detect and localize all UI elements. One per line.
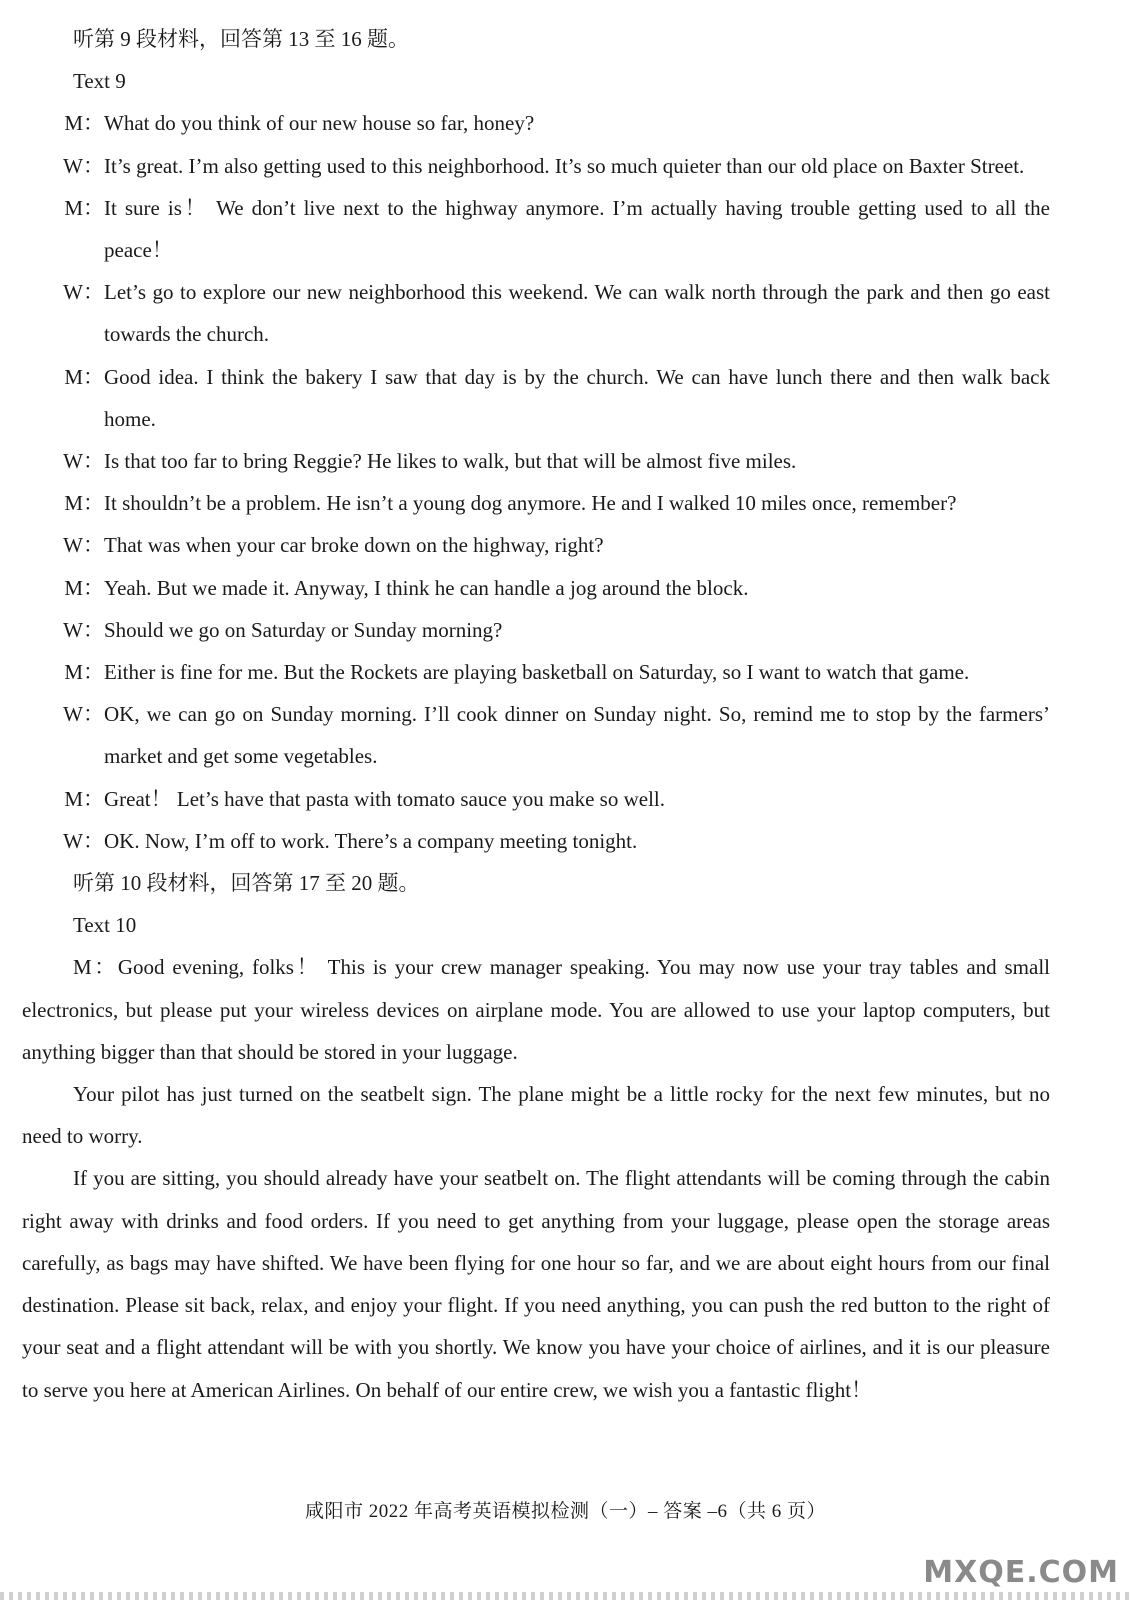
utterance: Is that too far to bring Reggie? He likes to walk, but that will be almost five miles.	[104, 449, 797, 474]
paragraph: If you are sitting, you should already have your seatbelt on. The flight attendants will be coming through the cabin right away with drinks and food orders. If you need to get anything from your luggage, please open the storage areas carefully, as bags may have shifted. We have been flying for one hour so far, and we are about eight hours from our final destination. Please sit back, relax, and enjoy your flight. If you need anything, you can push the red button to the right of your seat and a flight attendant will be with you shortly. We know you have your choice of airlines, and it is our pleasure to serve you here at American Airlines. On behalf of our entire crew, we wish you a fantastic flight！	[22, 1166, 1050, 1402]
page-footer: 咸阳市 2022 年高考英语模拟检测（一）– 答案 –6（共 6 页）	[304, 1501, 826, 1522]
dialogue-line	[22, 567, 1050, 609]
dialogue-9	[22, 102, 1050, 862]
dialogue-line	[22, 524, 1050, 566]
dialogue-line	[22, 102, 1050, 144]
watermark-logo: MXQE.COM	[923, 1555, 1119, 1590]
utterance: Good idea. I think the bakery I saw that day is by the church. We can have lunch there and then walk back home.	[104, 364, 1050, 431]
speaker: M：	[64, 660, 104, 685]
utterance: Yeah. But we made it. Anyway, I think he can handle a jog around the block.	[104, 575, 749, 600]
speaker: W：	[63, 702, 104, 727]
speaker: W：	[63, 617, 104, 642]
speaker: W：	[63, 449, 104, 474]
paragraph: Your pilot has just turned on the seatbelt sign. The plane might be a little rocky for the next few minutes, but no need to worry.	[22, 1082, 1050, 1149]
utterance: OK, we can go on Sunday morning. I’ll cook dinner on Sunday night. So, remind me to stop by the farmers’ market and get some vegetables.	[104, 702, 1050, 769]
speaker: W：	[63, 153, 104, 178]
speaker: M：	[64, 491, 104, 516]
dialogue-line	[22, 778, 1050, 820]
dialogue-line	[22, 145, 1050, 187]
utterance: Either is fine for me. But the Rockets are playing basketball on Saturday, so I want to watch that game.	[104, 660, 970, 685]
dialogue-line	[22, 440, 1050, 482]
dialogue-line	[22, 482, 1050, 524]
document-content	[22, 18, 1050, 1411]
section-10-heading: 听第 10 段材料，回答第 17 至 20 题。	[73, 871, 420, 896]
dialogue-line	[22, 356, 1050, 440]
utterance: It shouldn’t be a problem. He isn’t a young dog anymore. He and I walked 10 miles once, remember?	[104, 491, 957, 516]
speaker: W：	[63, 533, 104, 558]
speaker: W：	[63, 280, 104, 305]
section-10-label: Text 10	[73, 913, 137, 938]
speaker: M：	[64, 195, 104, 220]
section-9-heading: 听第 9 段材料，回答第 13 至 16 题。	[73, 27, 409, 51]
monologue-10	[22, 946, 1050, 1410]
utterance: Great！ Let’s have that pasta with tomato sauce you make so well.	[104, 786, 666, 811]
utterance: Should we go on Saturday or Sunday morning?	[104, 617, 503, 642]
speaker: M：	[64, 364, 104, 389]
speaker: W：	[63, 828, 104, 853]
utterance: What do you think of our new house so far, honey?	[104, 111, 535, 136]
utterance: OK. Now, I’m off to work. There’s a company meeting tonight.	[104, 828, 638, 853]
speaker: M：	[64, 786, 104, 811]
speaker: M：	[64, 575, 104, 600]
speaker: M：	[64, 111, 104, 136]
section-9-label: Text 9	[73, 69, 126, 94]
dialogue-line	[22, 693, 1050, 777]
paragraph: M：Good evening, folks！ This is your crew manager speaking. You may now use your tray tables and small electronics, but please put your wireless devices on airplane mode. You are allowed to use your laptop computers, but anything bigger than that should be stored in your luggage.	[22, 955, 1050, 1064]
utterance: It’s great. I’m also getting used to this neighborhood. It’s so much quieter than our old place on Baxter Street.	[104, 153, 1025, 178]
utterance: It sure is！ We don’t live next to the highway anymore. I’m actually having trouble getting used to all the peace！	[104, 195, 1050, 263]
utterance: Let’s go to explore our new neighborhood this weekend. We can walk north through the park and then go east towards the church.	[104, 280, 1050, 347]
dialogue-line	[22, 820, 1050, 862]
dialogue-line	[22, 651, 1050, 693]
dialogue-line	[22, 271, 1050, 355]
dialogue-line	[22, 187, 1050, 271]
bottom-edge-divider	[0, 1592, 1131, 1600]
dialogue-line	[22, 609, 1050, 651]
utterance: That was when your car broke down on the highway, right?	[104, 533, 604, 558]
